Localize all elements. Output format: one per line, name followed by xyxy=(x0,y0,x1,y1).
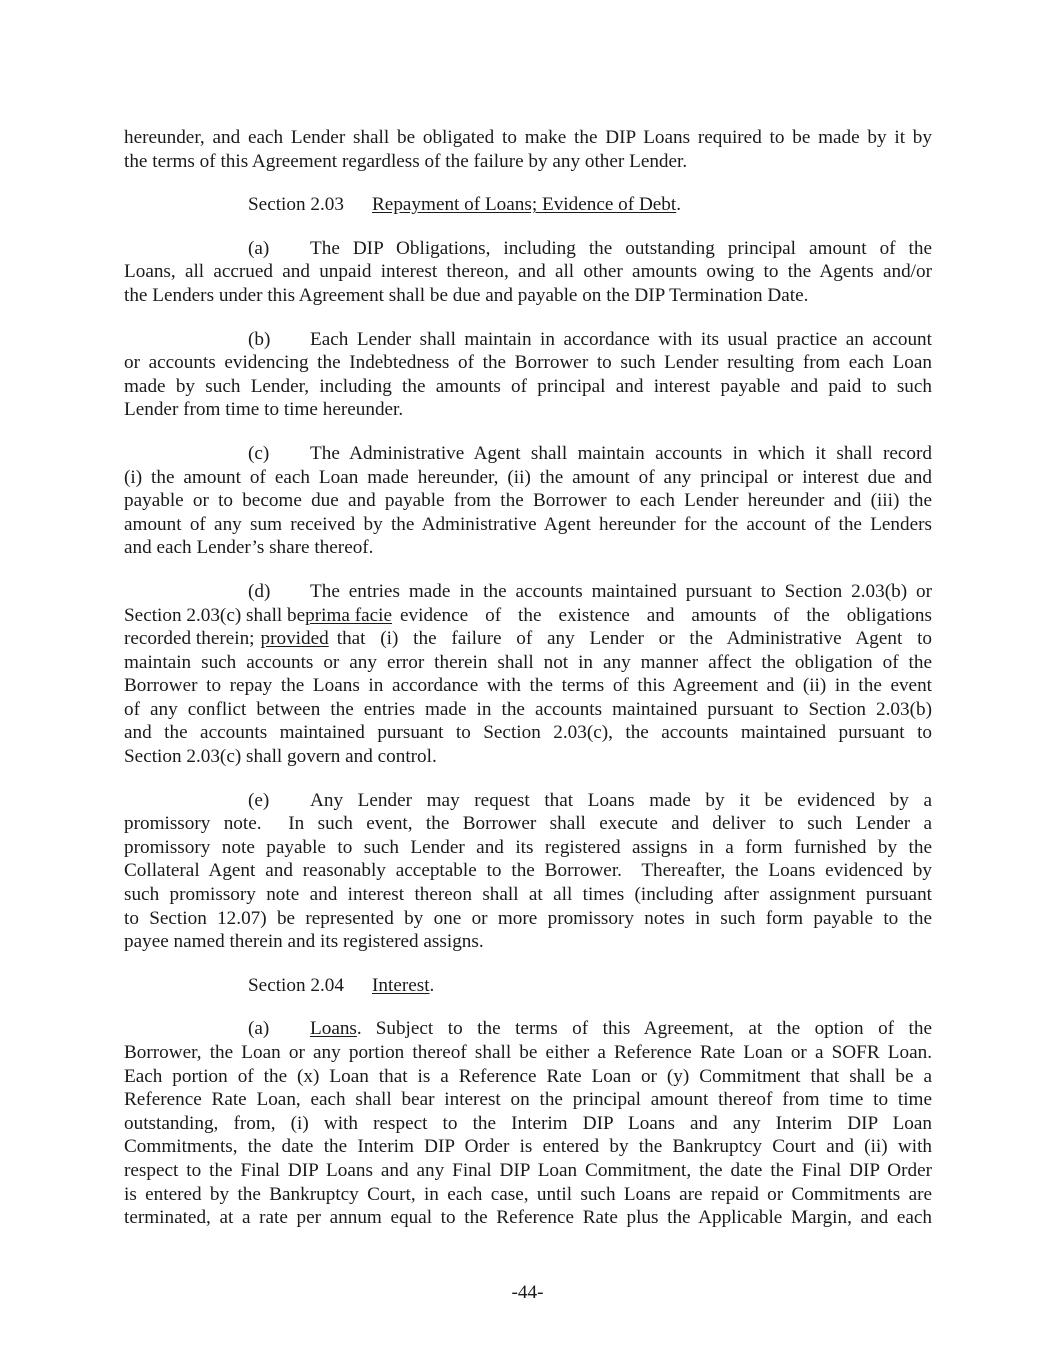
text-line: The DIP Obligations, including the outstanding principal amount of the xyxy=(310,237,932,259)
paragraph-label: (e) xyxy=(248,789,270,811)
text-fragment: that (i) the failure of any Lender or the Administrative Agent to xyxy=(336,628,932,650)
paragraph-caption: Loans xyxy=(310,1018,357,1040)
paragraph-2-03-e xyxy=(124,789,932,954)
indent-label-wrap xyxy=(124,328,310,352)
text-line: terminated, at a rate per annum equal to the Reference Rate plus the Applicable Margin, and each xyxy=(124,1207,932,1229)
text-line: promissory note. In such event, the Borrower shall execute and deliver to such Lender a xyxy=(124,813,932,835)
text-line: such promissory note and interest thereon shall at all times (including after assignment pursuant xyxy=(124,884,932,906)
text-line: Borrower, the Loan or any portion thereof shall be either a Reference Rate Loan or a SOFR Loan. xyxy=(124,1042,932,1063)
text-line: Subject to the terms of this Agreement, at the option of the xyxy=(375,1018,932,1040)
text-line: made by such Lender, including the amounts of principal and interest payable and paid to such xyxy=(124,375,932,397)
paragraph-2-04-a xyxy=(124,1017,932,1229)
section-title-period: . xyxy=(676,194,682,216)
text-line: Reference Rate Loan, each shall bear interest on the principal amount thereof from time to time xyxy=(124,1089,932,1111)
indent-label-wrap xyxy=(124,1017,362,1041)
paragraph-label: (a) xyxy=(248,237,270,259)
paragraph-label: (c) xyxy=(248,442,270,464)
section-number: Section 2.04 xyxy=(248,974,344,996)
text-line: Lender from time to time hereunder. xyxy=(124,399,404,421)
text-line-with-underline xyxy=(124,604,932,628)
text-line: Each Lender shall maintain in accordance with its usual practice an account xyxy=(310,328,932,350)
text-line: payable or to become due and payable from the Borrower to each Lender hereunder and (iii) the xyxy=(124,490,932,512)
text-line: Collateral Agent and reasonably acceptable to the Borrower. Thereafter, the Loans evidenced by xyxy=(124,860,932,882)
indent-label-wrap xyxy=(124,237,310,261)
text-line: The entries made in the accounts maintained pursuant to Section 2.03(b) or xyxy=(310,580,932,602)
text-line: and the accounts maintained pursuant to Section 2.03(c), the accounts maintained pursuant to xyxy=(124,722,932,744)
paragraph-first-line xyxy=(124,328,932,352)
paragraph-first-line xyxy=(124,1017,932,1041)
indent-label-wrap xyxy=(124,789,310,813)
section-title: Interest xyxy=(372,974,430,996)
paragraph-2-03-b xyxy=(124,328,932,422)
paragraph-label: (d) xyxy=(248,580,271,602)
text-fragment: Section 2.03(c) shall be xyxy=(124,604,306,626)
text-line: maintain such accounts or any error therein shall not in any manner affect the obligation of the xyxy=(124,651,932,673)
text-line: Borrower to repay the Loans in accordance with the terms of this Agreement and (ii) in the event xyxy=(124,675,932,697)
text-line-with-underline xyxy=(124,627,932,651)
continuation-paragraph xyxy=(124,126,932,173)
paragraph-first-line xyxy=(124,237,932,261)
text-line: the terms of this Agreement regardless of the failure by any other Lender. xyxy=(124,150,688,172)
section-title: Repayment of Loans; Evidence of Debt xyxy=(372,194,677,216)
text-line: outstanding, from, (i) with respect to the Interim DIP Loans and any Interim DIP Loan xyxy=(124,1112,932,1134)
underlined-term-provided: provided xyxy=(260,628,329,650)
section-number: Section 2.03 xyxy=(248,194,344,216)
paragraph-first-line xyxy=(124,442,932,466)
text-line: Each portion of the (x) Loan that is a Reference Rate Loan or (y) Commitment that shall be a xyxy=(124,1065,932,1087)
text-line: promissory note payable to such Lender and its registered assigns in a form furnished by the xyxy=(124,836,932,858)
paragraph-first-line xyxy=(124,580,932,604)
section-heading-2-04 xyxy=(124,974,932,998)
section-heading-2-03 xyxy=(124,193,932,217)
text-line: Commitments, the date the Interim DIP Order is entered by the Bankruptcy Court and (ii) with xyxy=(124,1136,932,1158)
paragraph-first-line xyxy=(124,789,932,813)
indent-label-wrap xyxy=(124,442,310,466)
text-line: the Lenders under this Agreement shall be due and payable on the DIP Termination Date. xyxy=(124,284,809,306)
caption-period: . xyxy=(356,1018,362,1040)
section-title-period: . xyxy=(429,974,435,996)
text-line: Any Lender may request that Loans made by it be evidenced by a xyxy=(310,789,932,811)
text-line: or accounts evidencing the Indebtedness of the Borrower to such Lender resulting from each Loan xyxy=(124,352,932,374)
page-number: -44- xyxy=(511,1282,544,1303)
document-page xyxy=(124,126,932,1230)
paragraph-2-03-d xyxy=(124,580,932,769)
text-line: Loans, all accrued and unpaid interest thereon, and all other amounts owing to the Agents and/or xyxy=(124,261,932,283)
text-line: to Section 12.07) be represented by one or more promissory notes in such form payable to the xyxy=(124,907,932,929)
text-line: payee named therein and its registered assigns. xyxy=(124,931,484,953)
text-line: (i) the amount of each Loan made hereunder, (ii) the amount of any principal or interest due and xyxy=(124,466,932,488)
paragraph-2-03-a xyxy=(124,237,932,308)
text-line: Section 2.03(c) shall govern and control. xyxy=(124,746,437,768)
underlined-term-prima-facie: prima facie xyxy=(305,604,392,626)
paragraph-label: (a) xyxy=(248,1018,270,1040)
paragraph-label: (b) xyxy=(248,328,271,350)
text-line: hereunder, and each Lender shall be obligated to make the DIP Loans required to be made by it by xyxy=(124,127,932,148)
paragraph-2-03-c xyxy=(124,442,932,560)
text-fragment: recorded therein; xyxy=(124,628,255,650)
text-line: respect to the Final DIP Loans and any Final DIP Loan Commitment, the date the Final DIP Order xyxy=(124,1159,932,1181)
text-line: and each Lender’s share thereof. xyxy=(124,537,374,559)
text-line: of any conflict between the entries made in the accounts maintained pursuant to Section 2.03(b) xyxy=(124,698,932,720)
text-fragment: evidence of the existence and amounts of the obligations xyxy=(400,604,932,626)
text-line: is entered by the Bankruptcy Court, in each case, until such Loans are repaid or Commitments are xyxy=(124,1183,932,1205)
text-line: amount of any sum received by the Administrative Agent hereunder for the account of the Lenders xyxy=(124,513,932,535)
text-line: The Administrative Agent shall maintain accounts in which it shall record xyxy=(310,442,932,464)
indent-label-wrap xyxy=(124,580,310,604)
